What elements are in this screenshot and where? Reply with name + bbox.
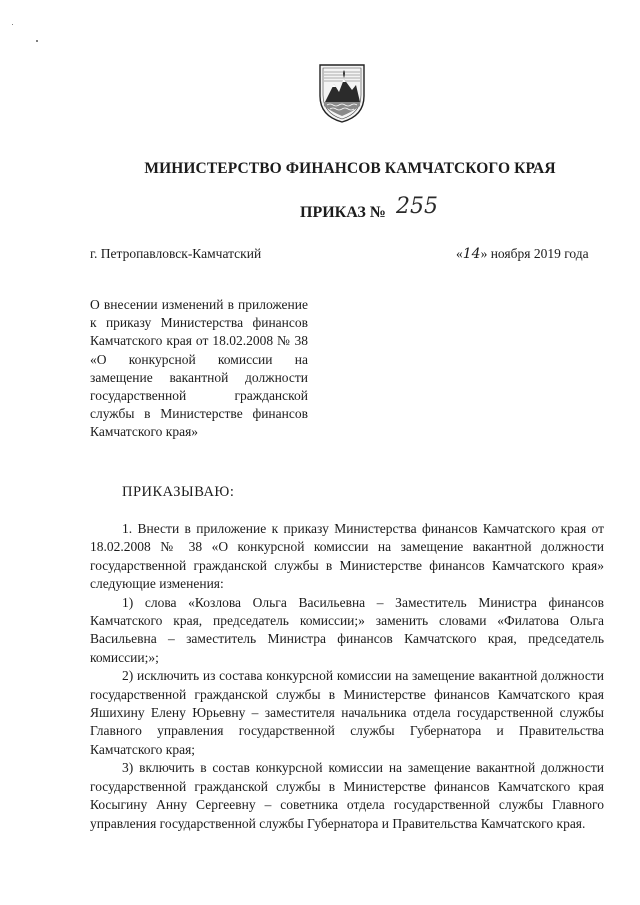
order-subject: О внесении изменений в приложение к приказу Министерства финансов Камчатского края от 18.02.2008 № 38 «О конкурсной комиссии на замещение вакантной должности государственной гражданской службы в Министерстве финансов Камчатского края»	[90, 297, 308, 440]
order-number-handwritten: 255	[395, 194, 438, 219]
body-paragraph-4: 3) включить в состав конкурсной комиссии на замещение вакантной должности государственной гражданской службы в Министерстве финансов Камчатского края Косыгину Анну Сергеевну – советника отдела государственной службы Главного управления государственной службы Губернатора и Правительства Камчатского края.	[90, 760, 604, 831]
order-directive: ПРИКАЗЫВАЮ:	[122, 484, 235, 500]
scan-speck	[12, 24, 13, 25]
date-day-handwritten: 14	[462, 246, 481, 262]
date-month-year: » ноября 2019 года	[480, 246, 589, 261]
order-date	[456, 246, 589, 262]
body-paragraph-1: 1. Внести в приложение к приказу Министерства финансов Камчатского края от 18.02.2008 № 38 «О конкурсной комиссии на замещение вакантной должности государственной гражданской службы в Министерстве финансов Камчатского края» следующие изменения:	[90, 521, 604, 592]
kamchatka-coat-of-arms-icon	[316, 62, 368, 124]
ministry-title: МИНИСТЕРСТВО ФИНАНСОВ КАМЧАТСКОГО КРАЯ	[144, 160, 556, 177]
date-open-quote: «	[456, 246, 463, 261]
order-label: ПРИКАЗ №	[300, 204, 386, 221]
order-body	[90, 520, 604, 833]
scan-speck	[36, 40, 38, 42]
body-paragraph-2: 1) слова «Козлова Ольга Васильевна – Заместитель Министра финансов Камчатского края, председатель комиссии;» заменить словами «Филатова Ольга Васильевна – заместитель Министра финансов Камчатского края, председатель комиссии;»;	[90, 594, 604, 665]
body-paragraph-3: 2) исключить из состава конкурсной комиссии на замещение вакантной должности государственной гражданской службы в Министерстве финансов Камчатского края Яшихину Елену Юрьевну – заместителя начальника отдела государственной службы Главного управления государственной службы Губернатора и Правительства Камчатского края;	[90, 668, 604, 757]
order-heading	[300, 194, 438, 223]
city-name: г. Петропавловск-Камчатский	[90, 246, 262, 261]
